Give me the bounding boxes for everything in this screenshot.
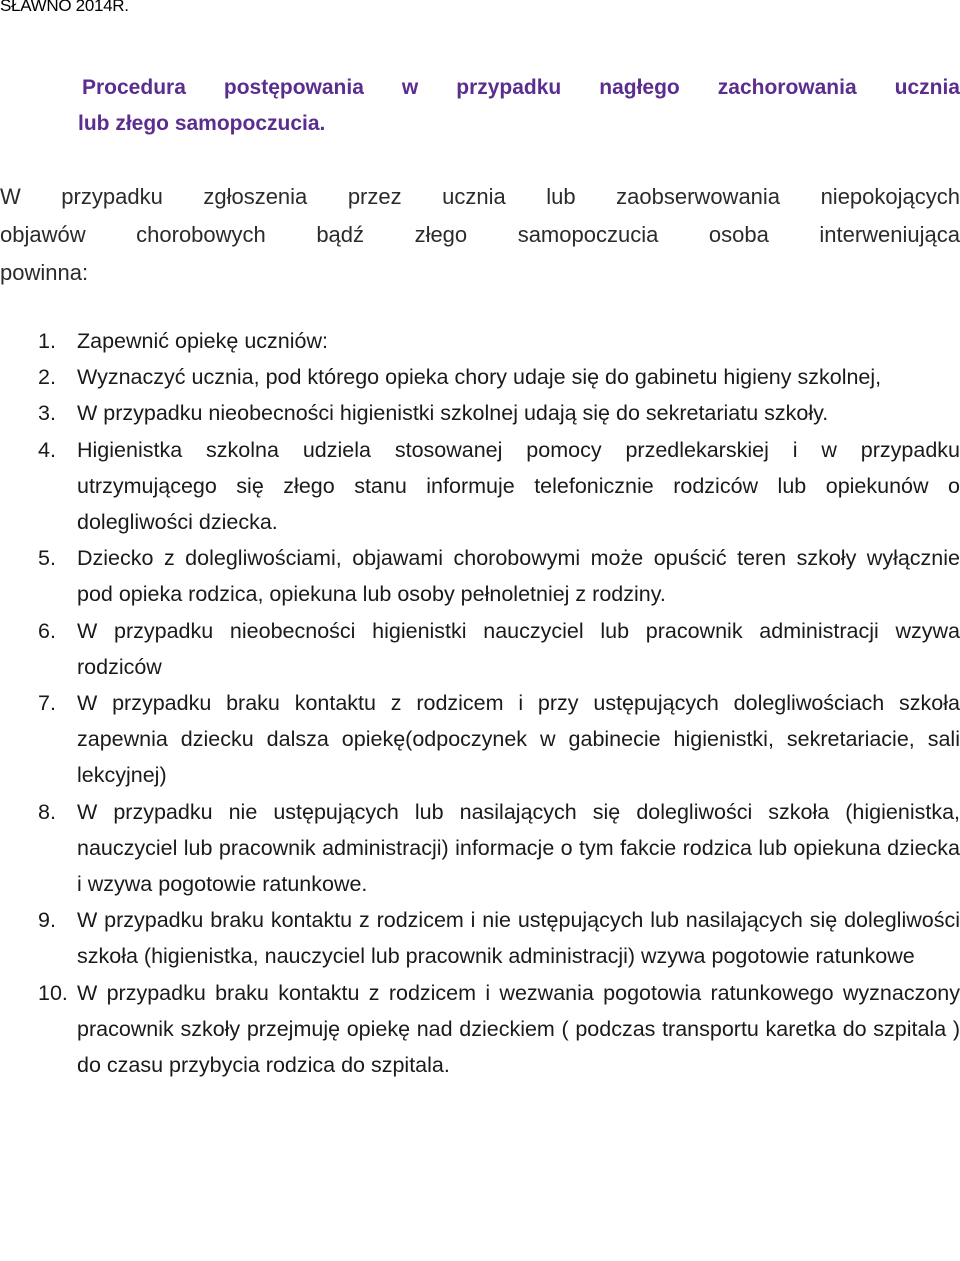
list-item	[0, 685, 960, 794]
step-text: W przypadku nieobecności higienistki szkolnej udają się do sekretariatu szkoły.	[77, 401, 829, 426]
step-text: Higienistka szkolna udziela stosowanej pomocy przedlekarskiej i w przypadku utrzymującego się złego stanu informuje telefonicznie rodziców lub opiekunów o dolegliwości dziecka.	[77, 437, 960, 535]
step-number: 7.	[38, 691, 56, 716]
step-number: 10.	[38, 980, 68, 1005]
step-text: W przypadku nie ustępujących lub nasilających się dolegliwości szkoła (higienistka, nauczyciel lub pracownik administracji) informacje o tym fakcie rodzica lub opiekuna dziecka i wzywa pogotowie ratunkowe.	[77, 799, 960, 897]
step-text: W przypadku braku kontaktu z rodzicem i wezwania pogotowia ratunkowego wyznaczony pracownik szkoły przejmuję opiekę nad dzieckiem ( podczas transportu karetka do szpitala ) do czasu przybycia rodzica do szpitala.	[77, 980, 960, 1078]
step-number: 5.	[38, 546, 56, 571]
intro-line-1: W przypadku zgłoszenia przez ucznia lub zaobserwowania niepokojących	[0, 184, 960, 209]
list-item	[0, 902, 960, 974]
title-line-2: lub złego samopoczucia.	[78, 112, 326, 135]
step-number: 1.	[38, 329, 56, 353]
step-text: Wyznaczyć ucznia, pod którego opieka chory udaje się do gabinetu higieny szkolnej,	[77, 365, 882, 390]
list-item	[0, 432, 960, 541]
list-item	[0, 613, 960, 685]
list-item	[0, 794, 960, 903]
list-item	[0, 540, 960, 612]
step-text: Zapewnić opiekę uczniów:	[77, 329, 328, 353]
intro-line-2: objawów chorobowych bądź złego samopoczucia osoba interweniująca	[0, 222, 960, 247]
list-item	[0, 323, 960, 359]
step-text: Dziecko z dolegliwościami, objawami chorobowymi może opuścić teren szkoły wyłącznie pod opieka rodzica, opiekuna lub osoby pełnoletniej z rodziny.	[77, 546, 960, 607]
step-number: 4.	[38, 437, 56, 462]
step-number: 2.	[38, 365, 56, 390]
procedure-steps-list	[0, 323, 960, 1083]
step-number: 9.	[38, 908, 56, 933]
intro-paragraph	[0, 178, 960, 292]
title-line-1: Procedura postępowania w przypadku nagłego zachorowania ucznia	[82, 76, 960, 99]
step-text: W przypadku nieobecności higienistki nauczyciel lub pracownik administracji wzywa rodziców	[77, 618, 960, 679]
step-text: W przypadku braku kontaktu z rodzicem i nie ustępujących lub nasilających się dolegliwości szkoła (higienistka, nauczyciel lub pracownik administracji) wzywa pogotowie ratunkowe	[77, 908, 960, 969]
step-number: 3.	[38, 401, 56, 426]
intro-line-3: powinna:	[0, 260, 89, 285]
step-number: 6.	[38, 618, 56, 643]
list-item	[0, 359, 960, 395]
step-text: W przypadku braku kontaktu z rodzicem i przy ustępujących dolegliwościach szkoła zapewnia dziecku dalsza opiekę(odpoczynek w gabinecie higienistki, sekretariacie, sali lekcyjnej)	[77, 691, 960, 788]
document-title	[0, 70, 960, 142]
step-number: 8.	[38, 799, 56, 824]
document-header: SŁAWNO 2014R.	[0, 0, 129, 15]
list-item	[0, 395, 960, 431]
list-item	[0, 975, 960, 1084]
